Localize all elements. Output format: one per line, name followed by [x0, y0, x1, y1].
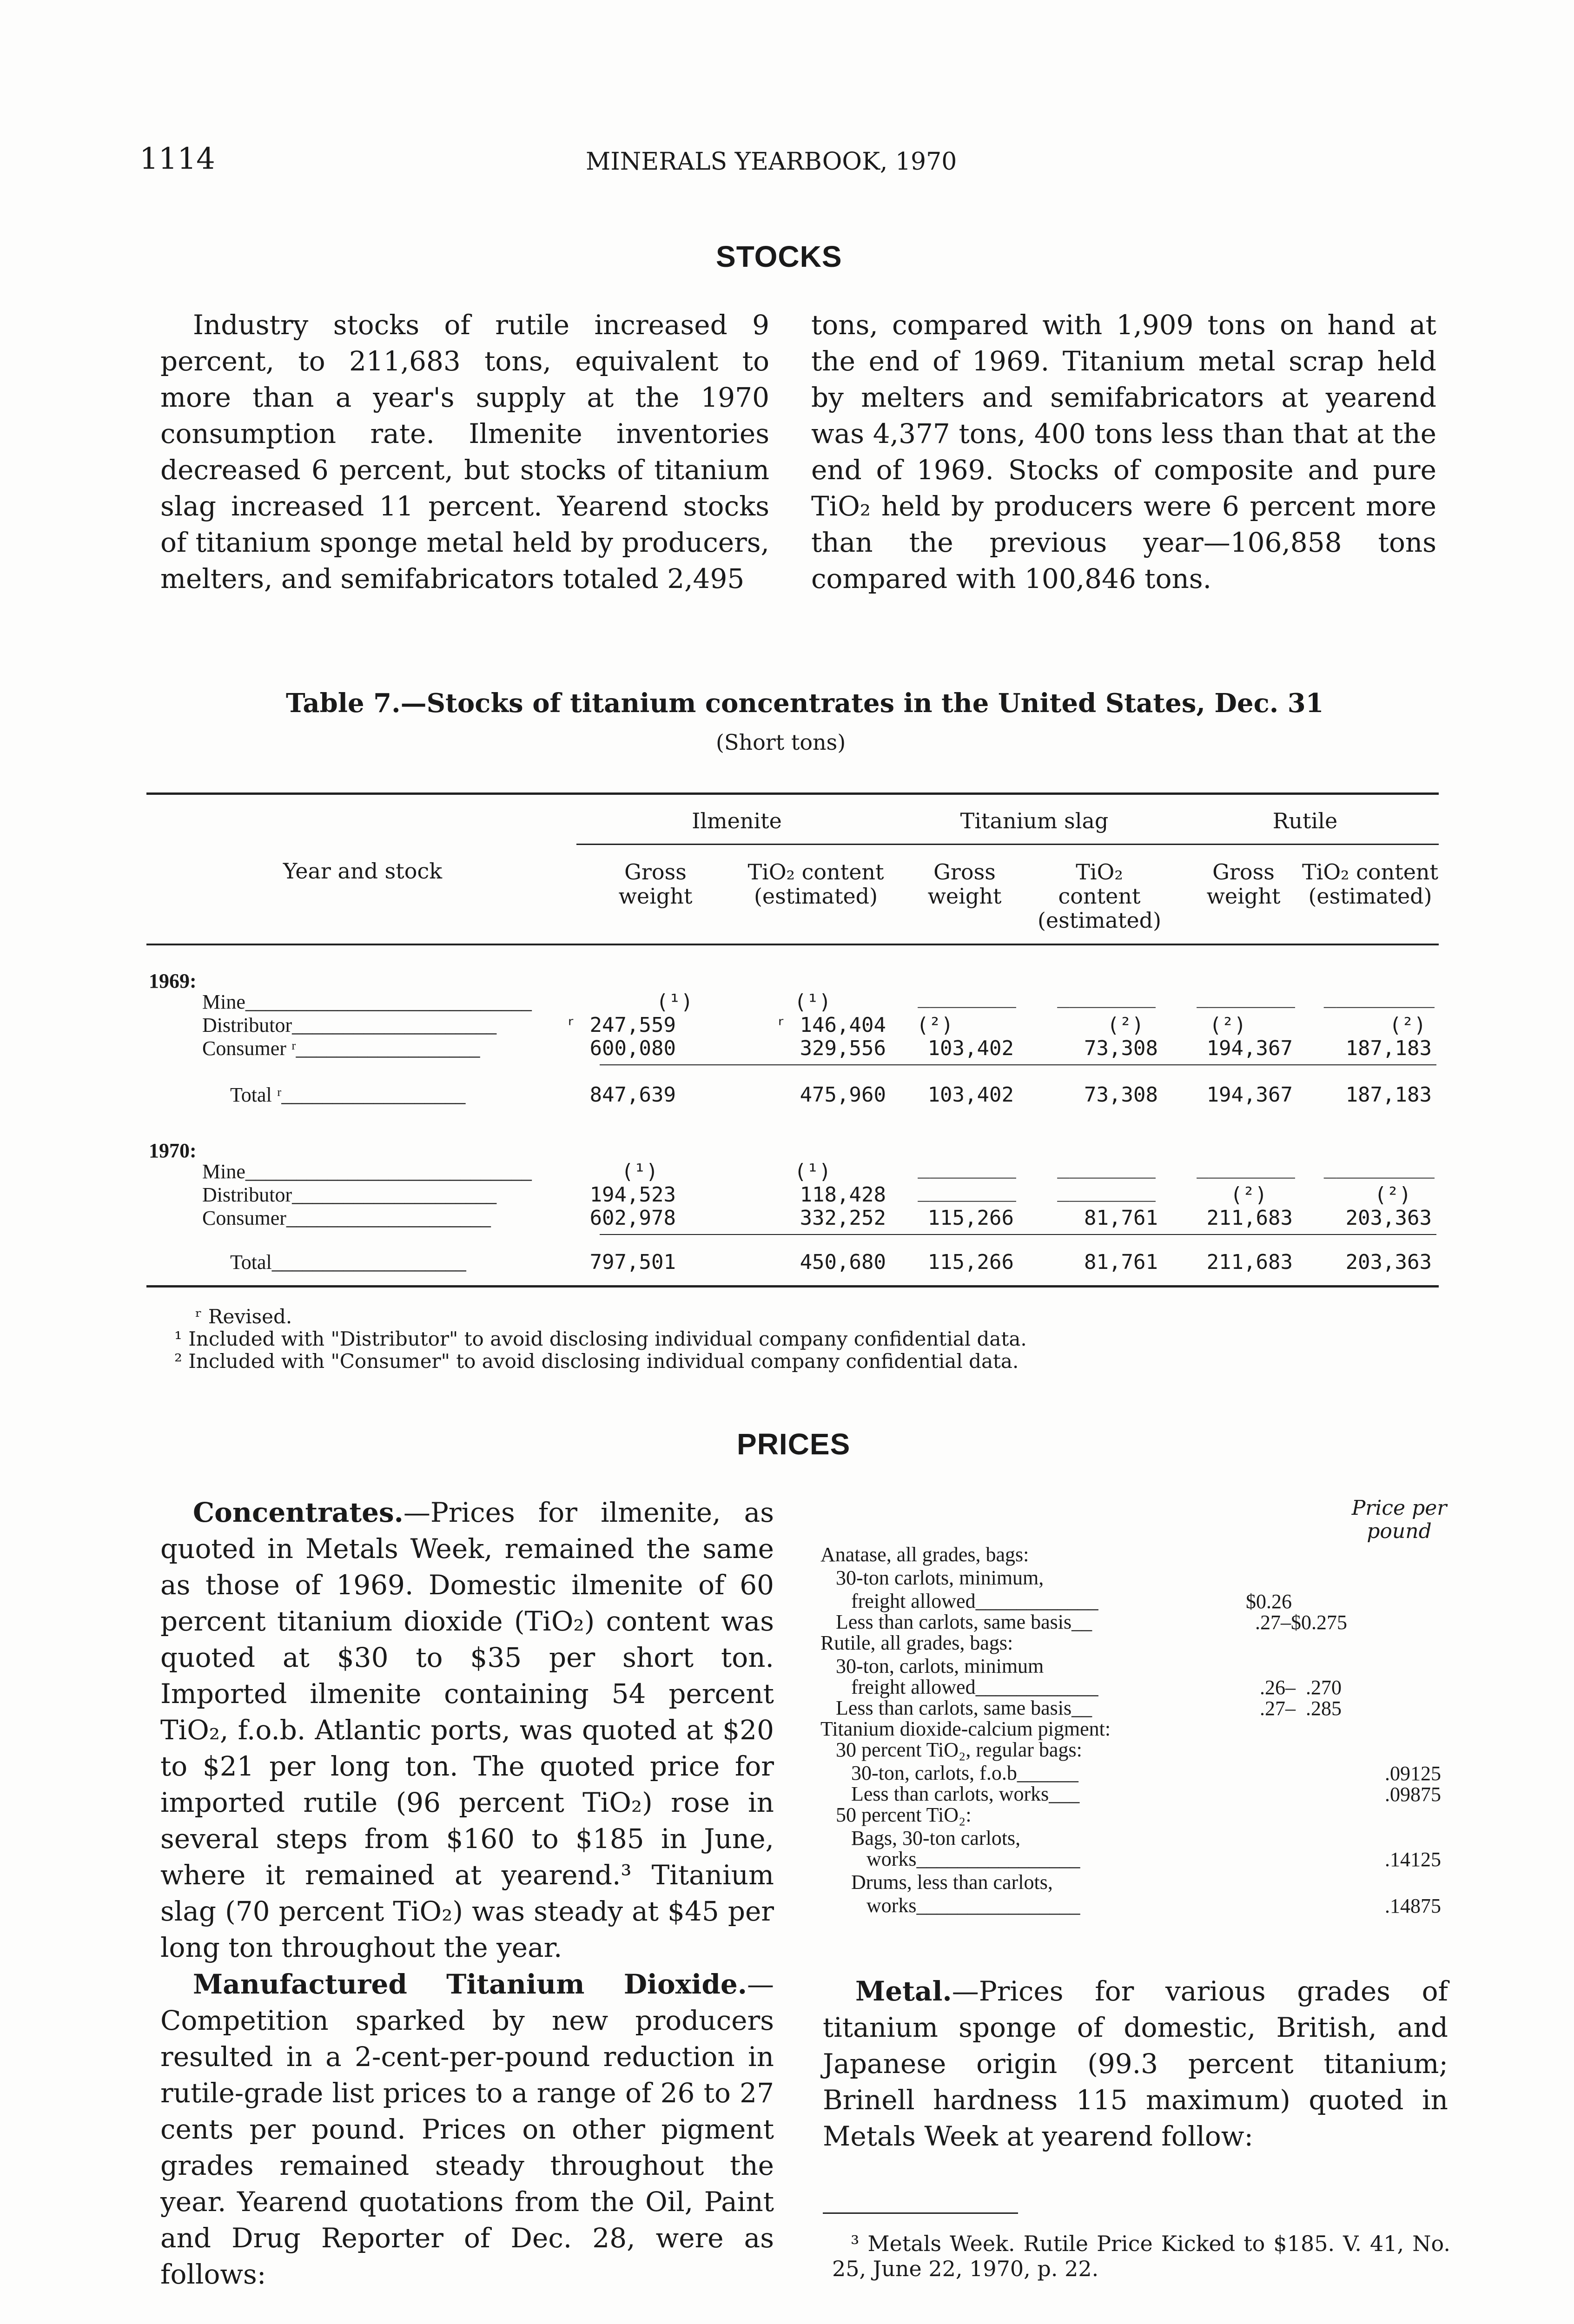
footnote-3: ³ Metals Week. Rutile Price Kicked to $185. V. 41, No. 25, June 22, 1970, p. 22.	[832, 2231, 1450, 2281]
manufactured-lead: Manufactured Titanium Dioxide.	[193, 1968, 747, 2000]
table-cell: 115,266	[927, 1250, 1014, 1274]
table-cell: _________	[1323, 1155, 1435, 1179]
price-line: Drums, less than carlots,	[820, 1871, 1053, 1894]
price-header: Price per pound	[1351, 1496, 1447, 1543]
total-label: Total___________________	[230, 1251, 466, 1274]
row-label: Consumer ʳ__________________	[202, 1037, 480, 1060]
table-cell: 73,308	[1084, 1083, 1158, 1107]
table-cell: 600,080	[589, 1037, 676, 1060]
manufactured-paragraph: Manufactured Titanium Dioxide.—Competition sparked by new producers resulted in a 2-cent-per-pound reduction in rutile-grade list prices to a range of 26 to 27 cents per pound. Prices on other pigment grades remained steady throughout the year. Yearend quotations from the Oil, Paint and Drug Reporter of Dec. 28, were as follows:	[160, 1968, 774, 2290]
table-cell: ________	[918, 1155, 1016, 1179]
table-footnote: ¹ Included with "Distributor" to avoid disclosing individual company confidential data.	[174, 1327, 1027, 1350]
table-cell: 203,363	[1345, 1250, 1432, 1274]
group-ilmenite: Ilmenite	[692, 808, 782, 833]
table-cell: ________	[918, 984, 1016, 1008]
footnote-rule	[823, 2212, 1018, 2214]
subtotal-rule	[600, 1234, 1436, 1235]
table-cell: (¹)	[794, 990, 831, 1014]
table-cell: 194,367	[1206, 1083, 1293, 1107]
running-title: MINERALS YEARBOOK, 1970	[586, 148, 957, 176]
table-cell: (¹)	[656, 990, 693, 1014]
price-line: Anatase, all grades, bags:	[820, 1543, 1029, 1566]
table-cell: 118,428	[800, 1183, 886, 1207]
table-cell: 103,402	[927, 1037, 1014, 1060]
prices-heading: PRICES	[737, 1427, 851, 1461]
table-cell: 115,266	[927, 1206, 1014, 1230]
stocks-right-column: tons, compared with 1,909 tons on hand at the end of 1969. Titanium metal scrap held by melters and semifabricators at yearend was 4,377 tons, 400 tons less than that at the end of 1969. Stocks of composite and pure TiO₂ held by producers were 6 percent more than the previous year—106,858 tons compared with 100,846 tons.	[811, 309, 1436, 594]
price-value: .27– .285	[1260, 1697, 1342, 1720]
table-footnote: ʳ Revised.	[195, 1305, 292, 1328]
row-label: Mine____________________________	[202, 1160, 532, 1183]
price-line: 50 percent TiO₂:	[820, 1803, 972, 1826]
table-units: (Short tons)	[716, 730, 846, 755]
row-label: Distributor____________________	[202, 1014, 497, 1037]
price-line: works________________	[820, 1848, 1080, 1870]
table-cell: (¹)	[794, 1160, 831, 1183]
row-label: Mine____________________________	[202, 990, 532, 1013]
price-line: 30 percent TiO₂, regular bags:	[820, 1738, 1082, 1761]
table-cell: 194,523	[589, 1183, 676, 1207]
table-cell: ʳ 146,404	[775, 1013, 886, 1037]
price-line: Less than carlots, same basis__	[820, 1697, 1092, 1719]
table-cell: 332,252	[800, 1206, 886, 1230]
table-cell: (²)	[1107, 1013, 1144, 1037]
price-line: 30-ton, carlots, minimum	[820, 1655, 1044, 1677]
stocks-left-column: Industry stocks of rutile increased 9 percent, to 211,683 tons, equivalent to more than a year's supply at the 1970 consumption rate. Ilmenite inventories decreased 6 percent, but stocks of titanium slag increased 11 percent. Yearend stocks of titanium sponge metal held by producers, melters, and semifabricators totaled 2,495	[160, 309, 769, 594]
col-header-tio2: TiO₂ content (estimated)	[1302, 859, 1439, 909]
price-line: Titanium dioxide-calcium pigment:	[820, 1717, 1111, 1740]
table-cell: (²)	[1389, 1013, 1426, 1037]
price-value: .09125	[1385, 1762, 1441, 1785]
table-cell: 203,363	[1345, 1206, 1432, 1230]
table-cell: ʳ 247,559	[565, 1013, 676, 1037]
table-cell: 81,761	[1084, 1206, 1158, 1230]
table-title: Table 7.—Stocks of titanium concentrates in the United States, Dec. 31	[286, 688, 1324, 719]
year-1969: 1969:	[149, 970, 197, 992]
group-slag: Titanium slag	[960, 808, 1109, 833]
page-number: 1114	[139, 142, 215, 176]
price-line: Rutile, all grades, bags:	[820, 1631, 1013, 1654]
col-header-tio2: TiO₂ content (estimated)	[747, 859, 884, 909]
row-label: Consumer____________________	[202, 1207, 491, 1229]
table-cell: 81,761	[1084, 1250, 1158, 1274]
total-label: Total ʳ__________________	[230, 1083, 466, 1106]
table-cell: ________	[1197, 1155, 1295, 1179]
price-line: freight allowed____________	[820, 1676, 1098, 1698]
table-cell: 475,960	[800, 1083, 886, 1107]
price-value: .14125	[1385, 1848, 1441, 1871]
group-header-rule	[576, 844, 1439, 845]
table-cell: 103,402	[927, 1083, 1014, 1107]
col-header-gross: Gross weight	[927, 859, 1002, 909]
year-1970: 1970:	[149, 1139, 197, 1162]
price-line: 30-ton carlots, minimum,	[820, 1566, 1044, 1589]
row-label: Distributor____________________	[202, 1183, 497, 1206]
table-footnote: ² Included with "Consumer" to avoid disclosing individual company confidential data.	[174, 1350, 1019, 1373]
table-cell: 187,183	[1345, 1083, 1432, 1107]
stub-header: Year and stock	[283, 858, 443, 884]
table-bottom-rule	[146, 1285, 1439, 1287]
metal-paragraph: Metal.—Prices for various grades of titanium sponge of domestic, British, and Japanese origin (99.3 percent titanium; Brinell hardness 115 maximum) quoted in Metals Week at yearend follow:	[823, 1975, 1448, 2152]
table-cell: 73,308	[1084, 1037, 1158, 1060]
table-cell: ________	[918, 1178, 1016, 1202]
metal-lead: Metal.	[855, 1975, 952, 2007]
table-cell: ________	[1197, 984, 1295, 1008]
subtotal-rule	[600, 1064, 1436, 1065]
price-value: .14875	[1385, 1895, 1441, 1917]
group-rutile: Rutile	[1272, 808, 1338, 833]
table-cell: (²)	[1374, 1183, 1411, 1207]
concentrates-lead: Concentrates.	[193, 1497, 403, 1528]
table-cell: (¹)	[621, 1160, 658, 1183]
stocks-heading: STOCKS	[716, 240, 842, 273]
price-line: freight allowed____________	[820, 1590, 1098, 1612]
price-value: .27–$0.275	[1255, 1611, 1347, 1634]
col-header-tio2: TiO₂ content (estimated)	[1037, 859, 1162, 933]
table-cell: 187,183	[1345, 1037, 1432, 1060]
table-cell: 797,501	[589, 1250, 676, 1274]
table-cell: ________	[1057, 1155, 1156, 1179]
table-cell: 450,680	[800, 1250, 886, 1274]
table-cell: _________	[1323, 984, 1435, 1008]
price-value: .26– .270	[1260, 1676, 1342, 1699]
table-cell: (²)	[1209, 1013, 1246, 1037]
table-cell: 602,978	[589, 1206, 676, 1230]
price-line: Bags, 30-ton carlots,	[820, 1827, 1021, 1849]
table-cell: 194,367	[1206, 1037, 1293, 1060]
table-cell: 847,639	[589, 1083, 676, 1107]
price-line: Less than carlots, same basis__	[820, 1611, 1092, 1633]
price-value: .09875	[1385, 1783, 1441, 1806]
table-cell: ________	[1057, 984, 1156, 1008]
col-header-gross: Gross weight	[618, 859, 693, 909]
price-line: works________________	[820, 1894, 1080, 1917]
table-cell: 211,683	[1206, 1206, 1293, 1230]
header-bottom-rule	[146, 944, 1439, 945]
price-value: $0.26	[1246, 1590, 1292, 1613]
price-line: Less than carlots, works___	[820, 1783, 1080, 1805]
table-top-rule	[146, 792, 1439, 795]
price-line: 30-ton, carlots, f.o.b______	[820, 1762, 1078, 1784]
col-header-gross: Gross weight	[1206, 859, 1281, 909]
table-cell: 211,683	[1206, 1250, 1293, 1274]
table-cell: 329,556	[800, 1037, 886, 1060]
table-cell: (²)	[916, 1013, 953, 1037]
concentrates-paragraph: Concentrates.—Prices for ilmenite, as quoted in Metals Week, remained the same as those of 1969. Domestic ilmenite of 60 percent titanium dioxide (TiO₂) content was quoted at $30 to $35 per short ton. Imported ilmenite containing 54 percent TiO₂, f.o.b. Atlantic ports, was quoted at $20 to $21 per long ton. The quoted price for imported rutile (96 percent TiO₂) rose in several steps from $160 to $185 in June, where it remained at yearend.³ Titanium slag (70 percent TiO₂) was steady at $45 per long ton throughout the year.	[160, 1497, 774, 1963]
table-cell: (²)	[1230, 1183, 1267, 1207]
table-cell: ________	[1057, 1178, 1156, 1202]
